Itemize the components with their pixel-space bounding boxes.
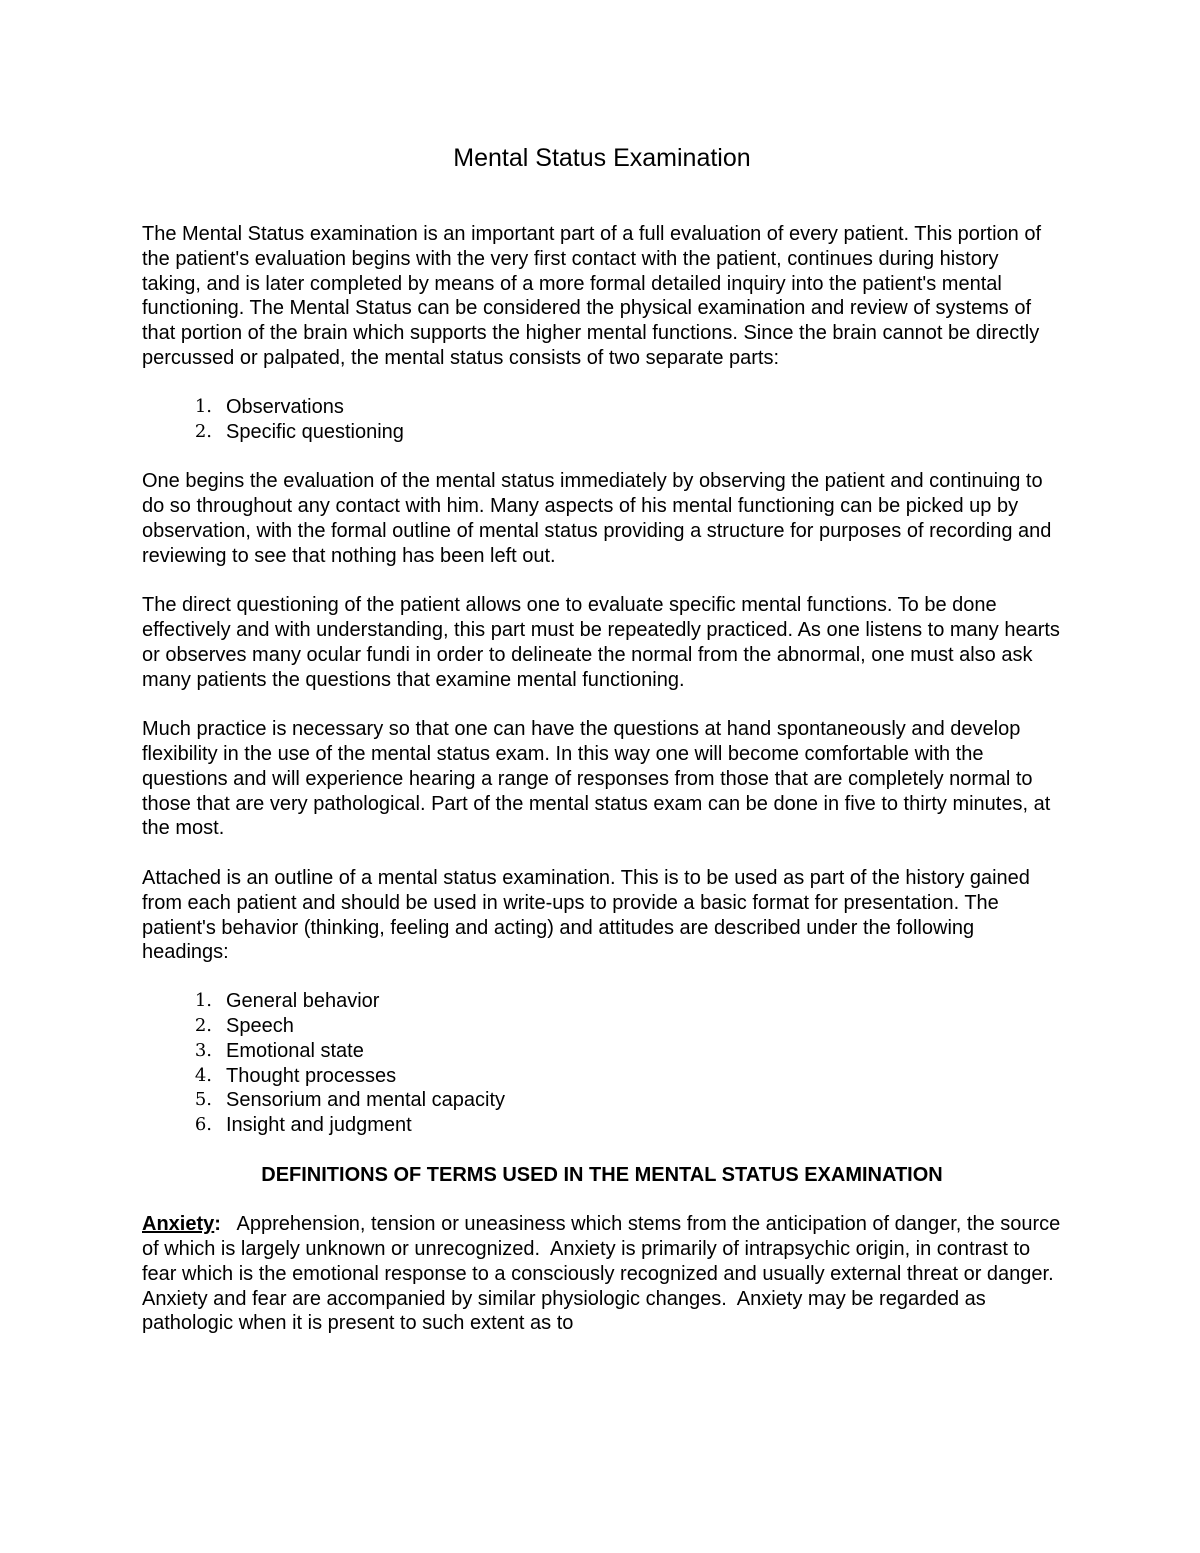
list-number: 2. bbox=[194, 420, 212, 442]
definition-anxiety bbox=[142, 1212, 1066, 1336]
list-number: 5. bbox=[194, 1089, 212, 1111]
questioning-paragraph: The direct questioning of the patient allows one to evaluate specific mental functions. To be done effectively and with understanding, this part must be repeatedly practiced. As one listens to many hearts or observes many ocular fundi in order to delineate the normal from the abnormal, one must also ask many patients the questions that examine mental functioning. bbox=[142, 594, 1060, 691]
list-text: Sensorium and mental capacity bbox=[226, 1089, 506, 1112]
observation-paragraph: One begins the evaluation of the mental status immediately by observing the patient and continuing to do so throughout any contact with him. Many aspects of his mental functioning can be picked up by observation, with the formal outline of mental status providing a structure for purposes of recording and reviewing to see that nothing has been left out. bbox=[142, 470, 1052, 567]
list-item bbox=[142, 989, 1062, 1014]
definitions-heading: DEFINITIONS OF TERMS USED IN THE MENTAL STATUS EXAMINATION bbox=[261, 1163, 943, 1186]
attached-paragraph: Attached is an outline of a mental status examination. This is to be used as part of the history gained from each patient and should be used in write-ups to provide a basic format for presentation. The patient's behavior (thinking, feeling and acting) and attitudes are described under the following headings: bbox=[142, 866, 1030, 964]
list-number: 3. bbox=[194, 1039, 212, 1061]
list-text: Speech bbox=[226, 1014, 294, 1037]
list-text: Insight and judgment bbox=[226, 1114, 412, 1137]
parts-list bbox=[142, 395, 1062, 445]
headings-list bbox=[142, 989, 1062, 1138]
document-title: Mental Status Examination bbox=[453, 144, 751, 172]
list-item bbox=[142, 395, 1062, 420]
definition-term: Anxiety bbox=[142, 1213, 215, 1236]
list-number: 2. bbox=[194, 1014, 212, 1036]
list-item bbox=[142, 1088, 1062, 1113]
list-number: 4. bbox=[194, 1064, 212, 1086]
list-text: Emotional state bbox=[226, 1039, 364, 1062]
list-item bbox=[142, 1064, 1062, 1089]
definition-colon: : bbox=[214, 1213, 221, 1236]
list-number: 1. bbox=[194, 990, 212, 1012]
list-item bbox=[142, 1113, 1062, 1138]
definition-text: Apprehension, tension or uneasiness which stems from the anticipation of danger, the source of which is largely unknown or unrecognized. Anxiety is primarily of intrapsychic origin, in contrast to fear which is the emotional response to a consciously recognized and usually external threat or danger. Anxiety and fear are accompanied by similar physiologic changes. Anxiety may be regarded as pathologic when it is present to such extent as to bbox=[142, 1213, 1066, 1335]
intro-paragraph: The Mental Status examination is an important part of a full evaluation of every patient. This portion of the patient's evaluation begins with the very first contact with the patient, continues during history taking, and is later completed by means of a more formal detailed inquiry into the patient's mental functioning. The Mental Status can be considered the physical examination and review of systems of that portion of the brain which supports the higher mental functions. Since the brain cannot be directly percussed or palpated, the mental status consists of two separate parts: bbox=[142, 223, 1042, 369]
list-number: 6. bbox=[194, 1114, 212, 1136]
practice-paragraph: Much practice is necessary so that one can have the questions at hand spontaneously and develop flexibility in the use of the mental status exam. In this way one will become comfortable with the questions and will experience hearing a range of responses from those that are completely normal to those that are very pathological. Part of the mental status exam can be done in five to thirty minutes, at the most. bbox=[142, 718, 1051, 840]
list-number: 1. bbox=[194, 395, 212, 417]
list-item bbox=[142, 1039, 1062, 1064]
list-item bbox=[142, 420, 1062, 445]
list-text: Specific questioning bbox=[226, 420, 404, 443]
list-item bbox=[142, 1014, 1062, 1039]
list-text: Thought processes bbox=[226, 1064, 397, 1087]
document-page bbox=[142, 142, 1066, 1336]
list-text: General behavior bbox=[226, 990, 380, 1013]
list-text: Observations bbox=[226, 395, 344, 418]
